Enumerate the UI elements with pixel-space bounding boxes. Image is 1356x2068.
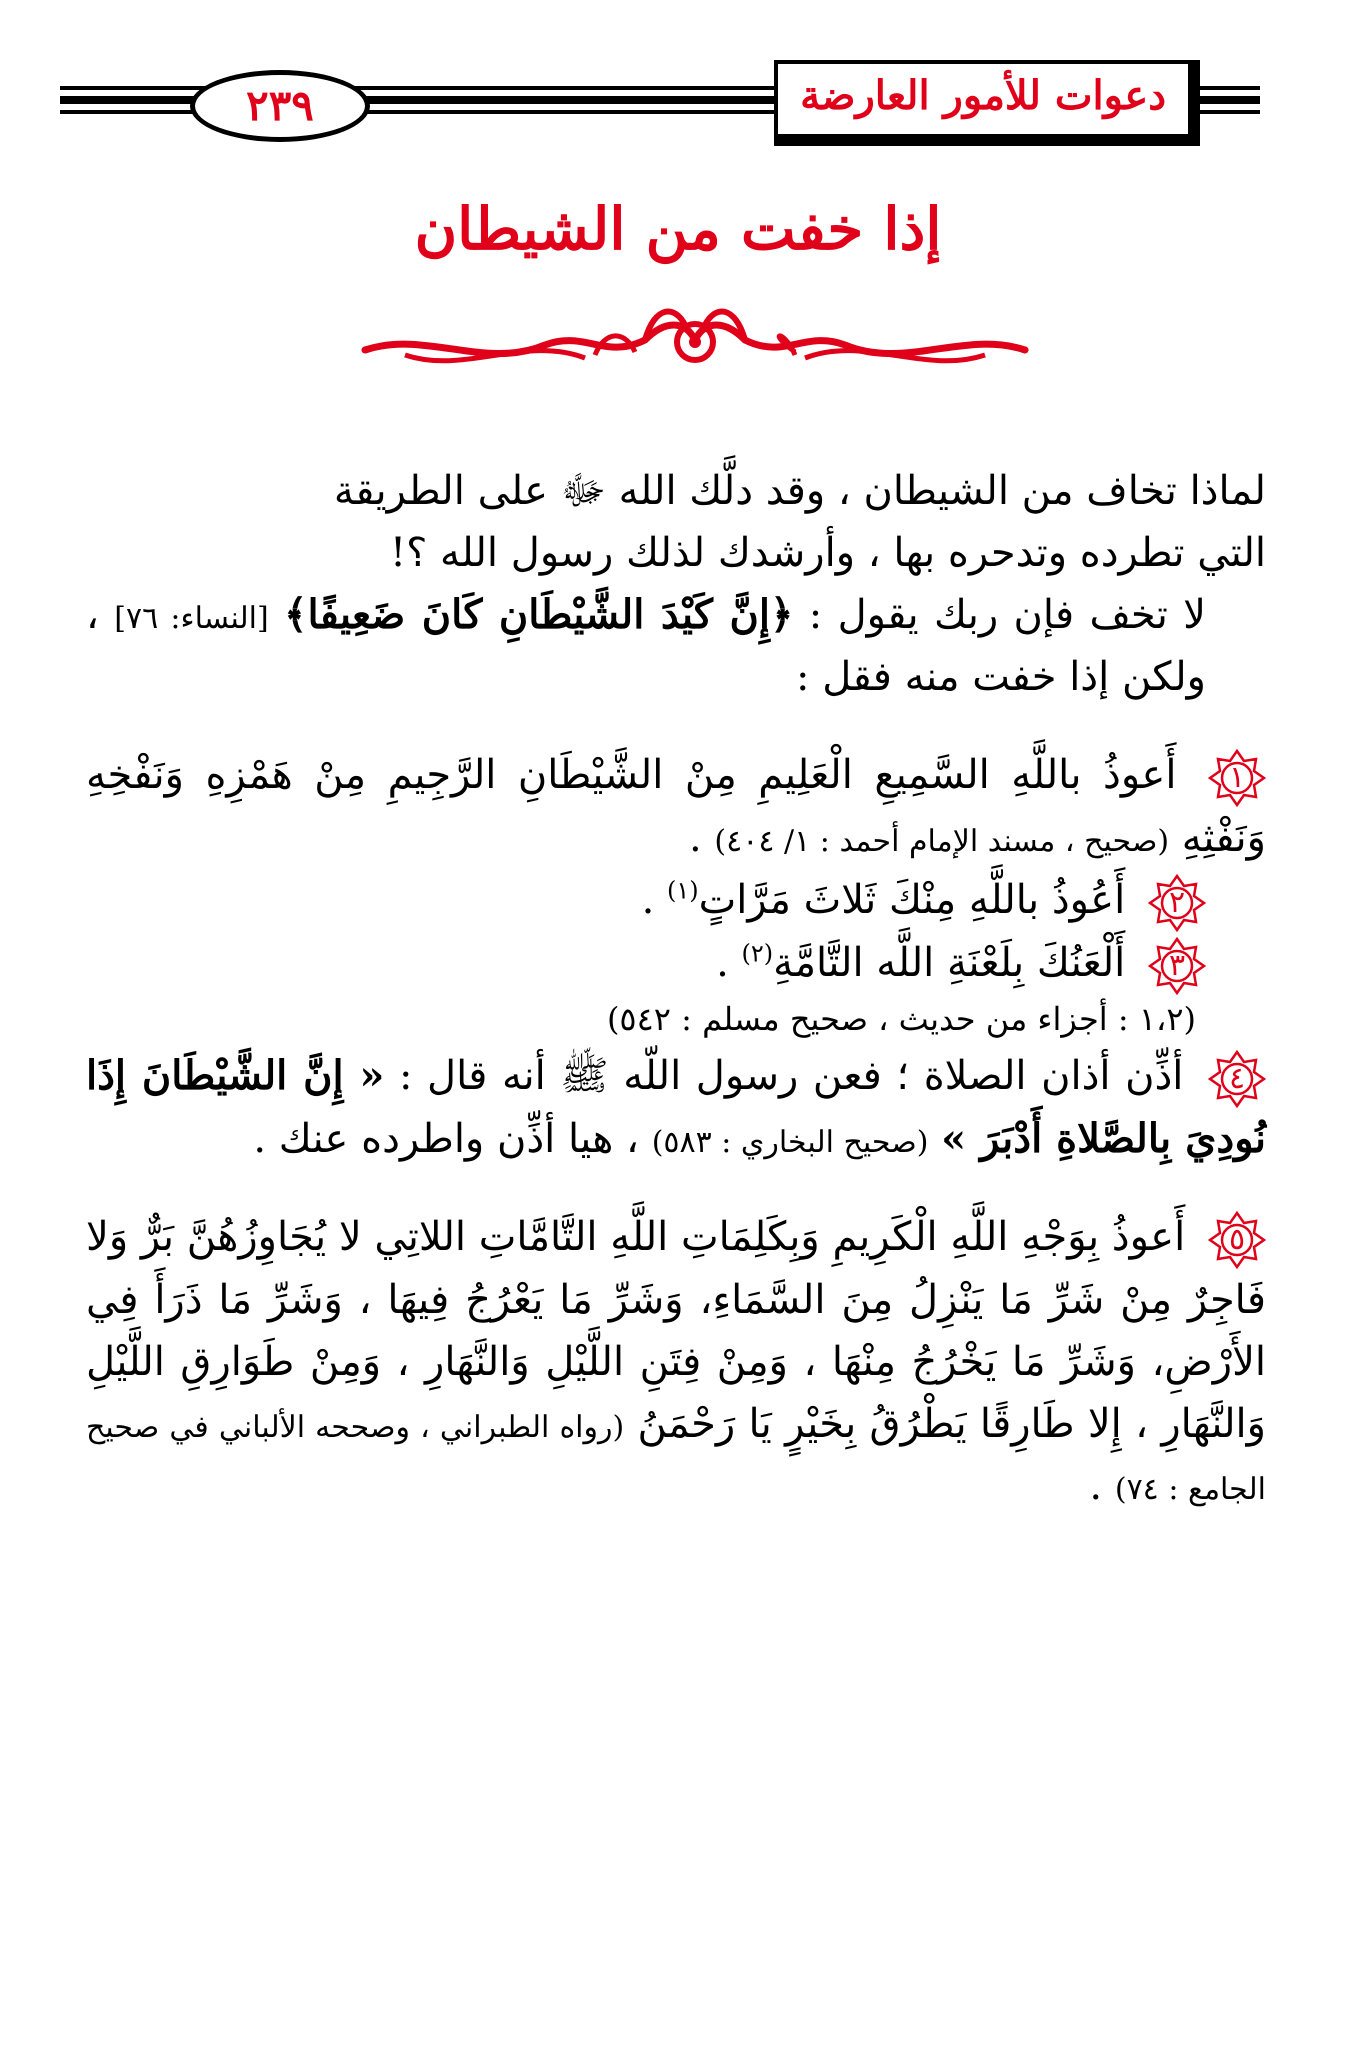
verse-lead: لا تخف فإن ربك يقول : <box>808 592 1206 638</box>
list-item <box>86 1045 1266 1170</box>
item-number: ٣ <box>1168 948 1186 983</box>
list-item <box>86 932 1266 995</box>
item-end: . <box>641 877 655 923</box>
book-title: دعوات للأمور العارضة <box>774 60 1200 146</box>
number-badge-icon <box>1148 874 1206 932</box>
number-badge-icon <box>1208 1050 1266 1108</box>
footnote: (١،٢ : أجزاء من حديث ، صحيح مسلم : ٥٤٢) <box>606 1000 1196 1038</box>
item-text: أَعُوذُ باللَّهِ مِنْكَ ثَلاثَ مَرَّاتٍ <box>698 877 1126 923</box>
number-badge-icon <box>1148 937 1206 995</box>
item-text: أَعوذُ باللَّهِ السَّمِيعِ الْعَلِيمِ مِنْ الشَّيْطَانِ الرَّجِيمِ مِنْ هَمْزِهِ وَنَفْخِهِ وَنَفْثِهِ <box>86 752 1266 861</box>
item-comma: ، <box>626 1115 639 1162</box>
ornament-divider-icon <box>345 300 1045 380</box>
item-end: . <box>716 940 729 986</box>
item-source: (رواه الطبراني ، وصححه الألباني في صحيح الجامع : ٧٤) <box>86 1409 1266 1507</box>
chapter-title: إذا خفت من الشيطان <box>414 195 942 263</box>
verse-tail: ، ولكن إذا خفت منه فقل : <box>86 592 1206 700</box>
footnote-marker: (١) <box>667 876 699 905</box>
item-end: . <box>688 815 702 861</box>
item-text: أذِّن أذان الصلاة ؛ فعن رسول اللّه ﷺ أنه قال : <box>398 1052 1184 1099</box>
intro-line-2: التي تطرده وتدحره بها ، وأرشدك لذلك رسول الله ؟! <box>390 530 1266 576</box>
item-text: أَعوذُ بِوَجْهِ اللَّهِ الْكَرِيمِ وَبِكَلِمَاتِ اللَّهِ التَّامَّاتِ اللاتِي لا يُجَاوِزُهُنَّ بَرٌّ وَلا فَاجِرٌ مِنْ شَرِّ مَا يَنْزِلُ مِنَ السَّمَاءِ، وَشَرِّ مَا يَعْرُجُ فِيهَا ، وَشَرِّ مَا ذَرَأَ فِي الأَرْضِ، وَشَرِّ مَا يَخْرُجُ مِنْهَا ، وَمِنْ فِتَنِ اللَّيْلِ وَالنَّهَارِ ، وَمِنْ طَوَارِقِ اللَّيْلِ وَالنَّهَارِ ، إِلا طَارِقًا يَطْرُقُ بِخَيْرٍ يَا رَحْمَنُ <box>86 1213 1266 1447</box>
item-tail: هيا أذِّن واطرده عنك . <box>253 1115 614 1162</box>
item-number: ١ <box>1228 760 1246 795</box>
item-text: أَلْعَنُكَ بِلَعْنَةِ اللَّه التَّامَّةِ <box>773 940 1126 986</box>
hadith-quote: « إِنَّ الشَّيْطَانَ إِذَا نُودِيَ بِالصَّلاةِ أَدْبَرَ » <box>86 1051 1266 1162</box>
item-number: ٤ <box>1228 1060 1246 1096</box>
item-source: (صحيح البخاري : ٥٨٣) <box>651 1124 929 1160</box>
footnote-marker: (٢) <box>741 939 774 968</box>
verse-paragraph <box>86 584 1266 708</box>
item-number: ٥ <box>1228 1221 1246 1257</box>
item-source: (صحيح ، مسند الإمام أحمد : ١/ ٤٠٤) <box>714 824 1170 859</box>
list-item <box>86 744 1266 869</box>
number-badge-icon <box>1208 1211 1266 1269</box>
item-number: ٢ <box>1168 885 1186 920</box>
page-header <box>60 40 1260 150</box>
list-item <box>86 1206 1266 1517</box>
list-item <box>86 869 1266 932</box>
number-badge-icon <box>1208 749 1266 807</box>
page-number: ٢٣٩ <box>190 70 370 142</box>
page-content <box>86 460 1266 1517</box>
intro-line-1: لماذا تخاف من الشيطان ، وقد دلَّك الله ﷻ على الطريقة <box>333 468 1266 514</box>
item-end: . <box>1089 1462 1103 1509</box>
verse-reference: [النساء: ٧٦] <box>114 601 269 636</box>
quran-verse: ﴿إِنَّ كَيْدَ الشَّيْطَانِ كَانَ ضَعِيفًا﴾ <box>284 591 794 638</box>
